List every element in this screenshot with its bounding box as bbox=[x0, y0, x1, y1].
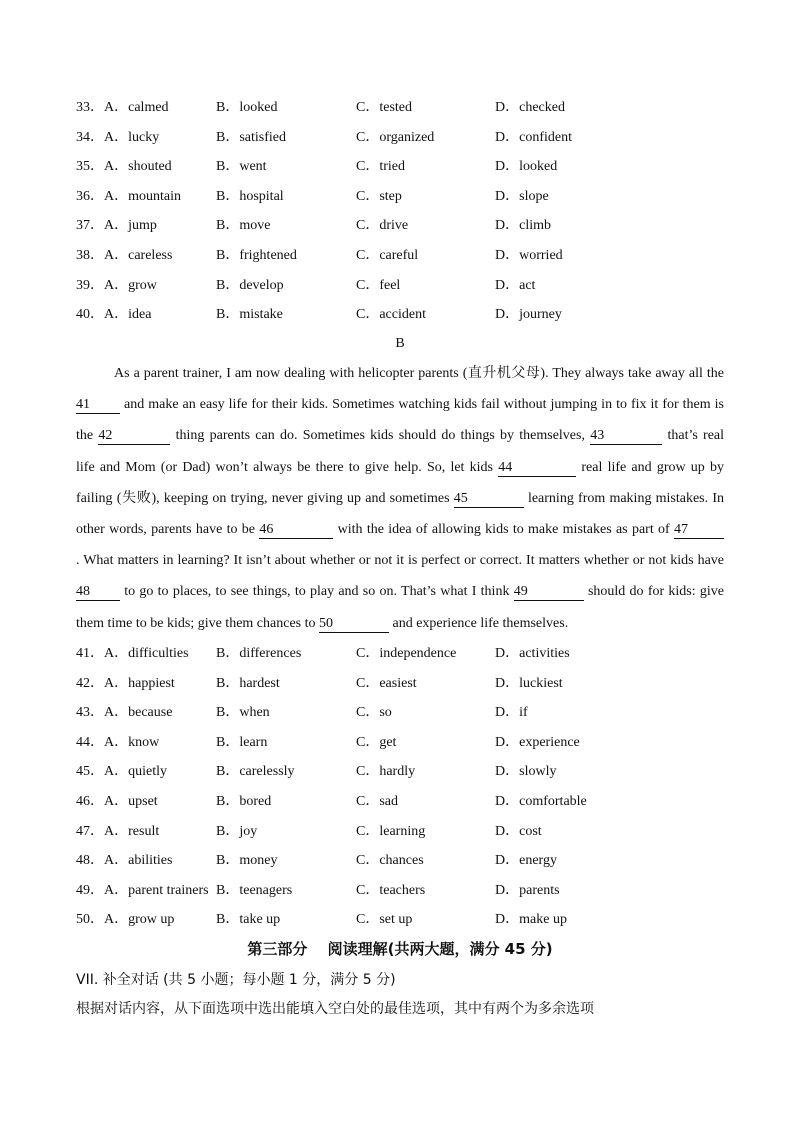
option-letter: B． bbox=[216, 675, 240, 691]
option-letter: D． bbox=[495, 734, 520, 750]
option-a bbox=[76, 757, 167, 787]
blank-45: 45 bbox=[454, 491, 524, 508]
passage-text: with the idea of allowing kids to make mistakes as part of bbox=[333, 521, 674, 537]
option-text: bored bbox=[239, 793, 272, 809]
option-text: accident bbox=[379, 307, 426, 323]
option-text: sad bbox=[379, 793, 399, 809]
option-a bbox=[76, 846, 172, 876]
option-b bbox=[216, 905, 280, 935]
option-letter: C． bbox=[356, 705, 380, 721]
option-letter: B． bbox=[216, 705, 240, 721]
question-row bbox=[76, 241, 756, 271]
passage-text: real life and grow up by bbox=[576, 459, 724, 475]
passage-line bbox=[76, 608, 724, 639]
option-d bbox=[495, 905, 567, 935]
option-letter: D． bbox=[495, 218, 520, 234]
option-letter: A． bbox=[104, 277, 129, 293]
question-row bbox=[76, 876, 756, 906]
option-c bbox=[356, 669, 417, 699]
question-number: 39． bbox=[76, 277, 104, 293]
option-letter: C． bbox=[356, 882, 380, 898]
option-text: step bbox=[379, 188, 402, 204]
option-letter: B． bbox=[216, 277, 240, 293]
question-number: 33． bbox=[76, 100, 104, 115]
option-text: activities bbox=[519, 646, 570, 661]
option-text: slowly bbox=[519, 764, 557, 780]
option-text: chances bbox=[379, 853, 424, 869]
option-letter: C． bbox=[356, 793, 380, 809]
option-c bbox=[356, 787, 398, 817]
option-text: mistake bbox=[239, 307, 283, 323]
option-d bbox=[495, 211, 551, 241]
option-text: frightened bbox=[239, 247, 297, 263]
option-d bbox=[495, 846, 557, 876]
option-letter: D． bbox=[495, 823, 520, 839]
question-row bbox=[76, 905, 756, 935]
option-text: experience bbox=[519, 734, 580, 750]
option-a bbox=[76, 639, 189, 669]
question-number: 38． bbox=[76, 247, 104, 263]
option-text: when bbox=[239, 705, 270, 721]
option-letter: D． bbox=[495, 307, 520, 323]
question-row bbox=[76, 123, 756, 153]
question-number: 46． bbox=[76, 793, 104, 809]
option-d bbox=[495, 182, 549, 212]
option-letter: D． bbox=[495, 912, 520, 928]
option-a bbox=[76, 876, 209, 906]
option-c bbox=[356, 698, 392, 728]
option-letter: A． bbox=[104, 912, 129, 928]
option-letter: D． bbox=[495, 882, 520, 898]
option-letter: D． bbox=[495, 853, 520, 869]
passage-line bbox=[76, 358, 724, 389]
option-d bbox=[495, 728, 580, 758]
option-letter: B． bbox=[216, 100, 240, 115]
passage-line bbox=[76, 545, 724, 576]
option-letter: C． bbox=[356, 100, 380, 115]
question-number: 34． bbox=[76, 129, 104, 145]
option-b bbox=[216, 241, 297, 271]
option-b bbox=[216, 669, 280, 699]
option-c bbox=[356, 123, 434, 153]
option-letter: A． bbox=[104, 705, 129, 721]
passage-text: and experience life themselves. bbox=[389, 615, 569, 631]
question-number: 42． bbox=[76, 675, 104, 691]
option-letter: D． bbox=[495, 129, 520, 145]
option-c bbox=[356, 817, 425, 847]
option-d bbox=[495, 152, 557, 182]
question-row bbox=[76, 669, 756, 699]
question-row bbox=[76, 182, 756, 212]
option-a bbox=[76, 817, 159, 847]
option-letter: D． bbox=[495, 646, 520, 661]
question-row bbox=[76, 211, 756, 241]
option-d bbox=[495, 669, 563, 699]
option-text: confident bbox=[519, 129, 572, 145]
passage-text: to go to places, to see things, to play and so on. That’s what I think bbox=[120, 584, 514, 600]
question-row bbox=[76, 300, 756, 330]
option-d bbox=[495, 639, 570, 669]
option-text: upset bbox=[128, 793, 158, 809]
option-text: satisfied bbox=[239, 129, 286, 145]
option-text: move bbox=[239, 218, 271, 234]
option-text: drive bbox=[379, 218, 409, 234]
option-text: set up bbox=[379, 912, 413, 928]
blank-47: 47 bbox=[674, 522, 724, 539]
option-c bbox=[356, 182, 402, 212]
option-text: tested bbox=[379, 100, 412, 115]
passage-text: thing parents can do. Sometimes kids should do things by themselves, bbox=[170, 428, 591, 444]
question-row bbox=[76, 698, 756, 728]
option-text: happiest bbox=[128, 675, 175, 691]
option-d bbox=[495, 757, 556, 787]
question-row bbox=[76, 787, 756, 817]
option-letter: C． bbox=[356, 307, 380, 323]
option-text: difficulties bbox=[128, 646, 189, 661]
blank-43: 43 bbox=[590, 428, 662, 445]
option-text: quietly bbox=[128, 764, 168, 780]
blank-50: 50 bbox=[319, 616, 389, 633]
option-b bbox=[216, 728, 267, 758]
option-d bbox=[495, 123, 572, 153]
option-b bbox=[216, 300, 283, 330]
option-c bbox=[356, 639, 456, 669]
option-text: checked bbox=[519, 100, 565, 115]
option-text: organized bbox=[379, 129, 435, 145]
option-letter: C． bbox=[356, 912, 380, 928]
option-text: independence bbox=[379, 646, 457, 661]
option-text: hardest bbox=[239, 675, 280, 691]
option-text: parent trainers bbox=[128, 882, 209, 898]
passage-line bbox=[76, 576, 724, 607]
question-number: 44． bbox=[76, 734, 104, 750]
option-letter: D． bbox=[495, 100, 520, 115]
option-text: hospital bbox=[239, 188, 284, 204]
section7-heading: VII. 补全对话 (共 5 小题；每小题 1 分，满分 5 分) bbox=[76, 972, 396, 988]
option-c bbox=[356, 211, 408, 241]
question-number: 50． bbox=[76, 912, 104, 928]
option-text: differences bbox=[239, 646, 302, 661]
option-b bbox=[216, 123, 286, 153]
part3-heading: 第三部分 阅读理解(共两大题，满分 45 分) bbox=[247, 940, 553, 958]
option-text: energy bbox=[519, 853, 557, 869]
option-text: result bbox=[128, 823, 160, 839]
option-letter: C． bbox=[356, 764, 380, 780]
blank-49: 49 bbox=[514, 584, 584, 601]
option-text: lucky bbox=[128, 129, 160, 145]
option-d bbox=[495, 300, 562, 330]
option-letter: A． bbox=[104, 882, 129, 898]
option-letter: A． bbox=[104, 793, 129, 809]
option-letter: A． bbox=[104, 100, 129, 115]
question-number: 47． bbox=[76, 823, 104, 839]
option-c bbox=[356, 757, 415, 787]
option-letter: C． bbox=[356, 734, 380, 750]
option-text: get bbox=[379, 734, 397, 750]
option-text: shouted bbox=[128, 159, 172, 175]
cloze-passage bbox=[76, 358, 724, 639]
blank-46: 46 bbox=[259, 522, 333, 539]
question-row bbox=[76, 152, 756, 182]
question-number: 36． bbox=[76, 188, 104, 204]
option-text: learning bbox=[379, 823, 426, 839]
option-letter: B． bbox=[216, 646, 240, 661]
option-text: jump bbox=[128, 218, 157, 234]
option-letter: D． bbox=[495, 675, 520, 691]
option-c bbox=[356, 905, 412, 935]
option-letter: D． bbox=[495, 188, 520, 204]
option-c bbox=[356, 728, 396, 758]
option-letter: A． bbox=[104, 129, 129, 145]
option-text: idea bbox=[128, 307, 152, 323]
passage-line bbox=[76, 420, 724, 451]
option-letter: C． bbox=[356, 129, 380, 145]
option-a bbox=[76, 728, 159, 758]
question-list-41-50 bbox=[76, 639, 756, 935]
option-letter: A． bbox=[104, 188, 129, 204]
option-letter: D． bbox=[495, 159, 520, 175]
passage-text: should do for kids: give bbox=[583, 584, 724, 600]
option-text: looked bbox=[519, 159, 558, 175]
option-text: carelessly bbox=[239, 764, 295, 780]
option-letter: B． bbox=[216, 129, 240, 145]
section7-instruction: 根据对话内容，从下面选项中选出能填入空白处的最佳选项，其中有两个为多余选项 bbox=[76, 1001, 594, 1017]
option-letter: B． bbox=[216, 218, 240, 234]
option-letter: D． bbox=[495, 705, 520, 721]
option-letter: B． bbox=[216, 247, 240, 263]
option-letter: D． bbox=[495, 247, 520, 263]
question-number: 35． bbox=[76, 159, 104, 175]
question-number: 37． bbox=[76, 218, 104, 234]
passage-text: As a parent trainer, I am now dealing with helicopter parents (直升机父母). They always take away all the bbox=[114, 366, 724, 381]
section-b-label: B bbox=[395, 336, 405, 351]
option-letter: B． bbox=[216, 188, 240, 204]
option-text: learn bbox=[239, 734, 268, 750]
option-b bbox=[216, 93, 277, 123]
option-text: careless bbox=[128, 247, 173, 263]
option-letter: B． bbox=[216, 307, 240, 323]
option-text: if bbox=[519, 705, 528, 721]
option-text: grow up bbox=[128, 912, 175, 928]
blank-42: 42 bbox=[98, 428, 170, 445]
option-text: calmed bbox=[128, 100, 169, 115]
question-row bbox=[76, 757, 756, 787]
option-a bbox=[76, 241, 172, 271]
passage-line bbox=[76, 514, 724, 545]
option-b bbox=[216, 846, 277, 876]
option-d bbox=[495, 271, 535, 301]
option-c bbox=[356, 152, 405, 182]
option-b bbox=[216, 271, 284, 301]
option-letter: A． bbox=[104, 218, 129, 234]
question-row bbox=[76, 93, 756, 123]
question-number: 43． bbox=[76, 705, 104, 721]
question-number: 48． bbox=[76, 853, 104, 869]
option-letter: A． bbox=[104, 307, 129, 323]
option-text: develop bbox=[239, 277, 284, 293]
option-letter: B． bbox=[216, 853, 240, 869]
option-b bbox=[216, 787, 271, 817]
blank-48: 48 bbox=[76, 584, 120, 601]
option-b bbox=[216, 152, 267, 182]
option-c bbox=[356, 846, 424, 876]
option-a bbox=[76, 123, 159, 153]
option-a bbox=[76, 669, 175, 699]
option-d bbox=[495, 817, 542, 847]
option-text: worried bbox=[519, 247, 563, 263]
option-text: teachers bbox=[379, 882, 426, 898]
passage-text: other words, parents have to be bbox=[76, 521, 260, 537]
option-c bbox=[356, 271, 400, 301]
option-letter: D． bbox=[495, 277, 520, 293]
option-letter: C． bbox=[356, 159, 380, 175]
option-letter: D． bbox=[495, 793, 520, 809]
passage-text: and make an easy life for their kids. Sometimes watching kids fail without jumping in to fix it for them is bbox=[120, 397, 724, 413]
question-list-33-40 bbox=[76, 93, 756, 330]
option-d bbox=[495, 698, 528, 728]
option-letter: C． bbox=[356, 853, 380, 869]
option-d bbox=[495, 241, 563, 271]
option-c bbox=[356, 93, 412, 123]
option-c bbox=[356, 300, 426, 330]
option-b bbox=[216, 876, 292, 906]
option-letter: C． bbox=[356, 646, 380, 661]
option-text: looked bbox=[239, 100, 278, 115]
blank-41: 41 bbox=[76, 397, 120, 414]
option-letter: A． bbox=[104, 247, 129, 263]
option-letter: A． bbox=[104, 853, 129, 869]
option-a bbox=[76, 271, 157, 301]
option-text: hardly bbox=[379, 764, 416, 780]
option-letter: B． bbox=[216, 159, 240, 175]
option-letter: B． bbox=[216, 823, 240, 839]
option-text: luckiest bbox=[519, 675, 563, 691]
option-text: parents bbox=[519, 882, 560, 898]
option-b bbox=[216, 182, 284, 212]
option-letter: D． bbox=[495, 764, 520, 780]
option-a bbox=[76, 905, 174, 935]
option-text: mountain bbox=[128, 188, 182, 204]
option-text: joy bbox=[239, 823, 258, 839]
passage-text: life and Mom (or Dad) won’t always be there to give help. So, let kids bbox=[76, 459, 499, 475]
option-d bbox=[495, 876, 560, 906]
option-text: grow bbox=[128, 277, 157, 293]
option-text: went bbox=[239, 159, 267, 175]
passage-text: learning from making mistakes. In bbox=[523, 490, 725, 506]
option-letter: B． bbox=[216, 912, 240, 928]
option-b bbox=[216, 757, 295, 787]
option-text: tried bbox=[379, 159, 405, 175]
passage-line bbox=[76, 389, 724, 420]
option-c bbox=[356, 241, 418, 271]
option-a bbox=[76, 152, 172, 182]
option-text: journey bbox=[519, 307, 562, 323]
question-row bbox=[76, 639, 756, 669]
blank-44: 44 bbox=[498, 460, 576, 477]
option-text: because bbox=[128, 705, 173, 721]
question-number: 41． bbox=[76, 646, 104, 661]
option-letter: B． bbox=[216, 882, 240, 898]
option-d bbox=[495, 93, 565, 123]
option-b bbox=[216, 639, 301, 669]
question-row bbox=[76, 728, 756, 758]
question-row bbox=[76, 271, 756, 301]
option-letter: A． bbox=[104, 734, 129, 750]
option-text: so bbox=[379, 705, 392, 721]
passage-line bbox=[76, 452, 724, 483]
option-text: teenagers bbox=[239, 882, 293, 898]
passage-text: the bbox=[76, 428, 99, 444]
question-row bbox=[76, 817, 756, 847]
option-text: comfortable bbox=[519, 793, 587, 809]
option-b bbox=[216, 698, 270, 728]
passage-text: failing (失败), keeping on trying, never giving up and sometimes bbox=[76, 490, 454, 506]
question-number: 45． bbox=[76, 764, 104, 780]
option-text: slope bbox=[519, 188, 549, 204]
option-a bbox=[76, 93, 169, 123]
option-letter: C． bbox=[356, 675, 380, 691]
passage-text: them time to be kids; give them chances to bbox=[76, 615, 319, 631]
option-text: feel bbox=[379, 277, 401, 293]
option-text: careful bbox=[379, 247, 419, 263]
option-text: climb bbox=[519, 218, 552, 234]
question-number: 49． bbox=[76, 882, 104, 898]
option-a bbox=[76, 698, 172, 728]
option-a bbox=[76, 211, 157, 241]
option-letter: A． bbox=[104, 823, 129, 839]
option-text: money bbox=[239, 853, 278, 869]
option-a bbox=[76, 787, 158, 817]
option-text: know bbox=[128, 734, 160, 750]
option-letter: C． bbox=[356, 247, 380, 263]
option-text: take up bbox=[239, 912, 281, 928]
passage-text: . What matters in learning? It isn’t about whether or not it is perfect or correct. It matters whether or not kids have bbox=[76, 553, 724, 569]
option-b bbox=[216, 817, 257, 847]
option-letter: C． bbox=[356, 218, 380, 234]
option-text: cost bbox=[519, 823, 542, 839]
option-b bbox=[216, 211, 270, 241]
question-row bbox=[76, 846, 756, 876]
option-letter: A． bbox=[104, 159, 129, 175]
option-a bbox=[76, 300, 151, 330]
option-letter: C． bbox=[356, 823, 380, 839]
option-text: easiest bbox=[379, 675, 417, 691]
option-a bbox=[76, 182, 181, 212]
passage-text: that’s real bbox=[662, 428, 725, 444]
option-letter: B． bbox=[216, 793, 240, 809]
option-letter: B． bbox=[216, 734, 240, 750]
option-letter: B． bbox=[216, 764, 240, 780]
option-d bbox=[495, 787, 587, 817]
passage-line bbox=[76, 483, 724, 514]
option-text: abilities bbox=[128, 853, 173, 869]
option-text: make up bbox=[519, 912, 567, 928]
option-c bbox=[356, 876, 425, 906]
option-letter: C． bbox=[356, 277, 380, 293]
option-letter: A． bbox=[104, 675, 129, 691]
option-text: act bbox=[519, 277, 536, 293]
option-letter: A． bbox=[104, 764, 129, 780]
option-letter: C． bbox=[356, 188, 380, 204]
option-letter: A． bbox=[104, 646, 129, 661]
question-number: 40． bbox=[76, 307, 104, 323]
